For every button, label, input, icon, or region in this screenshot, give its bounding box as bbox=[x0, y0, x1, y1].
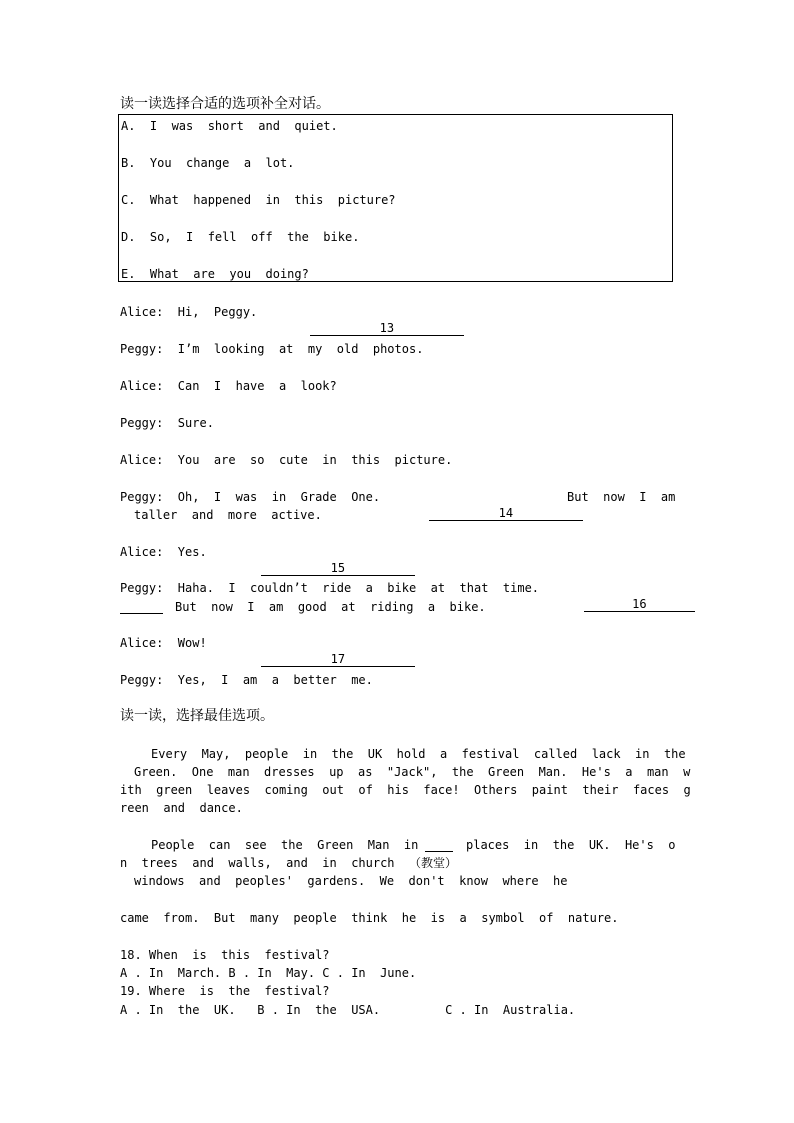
blank-16-continuation bbox=[120, 598, 163, 614]
question-18-options: A . In March. B . In May. C . In June. bbox=[120, 966, 417, 980]
passage-p1-line2: Green. One man dresses up as "Jack", the Green Man. He's a man w bbox=[134, 765, 691, 779]
passage-p2-line4: came from. But many people think he is a symbol of nature. bbox=[120, 911, 619, 925]
blank-16: 16 bbox=[584, 597, 695, 612]
blank-15: 15 bbox=[261, 561, 415, 576]
dialogue-line-3: Alice: Can I have a look? bbox=[120, 379, 337, 393]
option-e: E. What are you doing? bbox=[121, 267, 309, 281]
section1-instruction: 读一读选择合适的选项补全对话。 bbox=[120, 96, 330, 112]
passage-p1-line1: Every May, people in the UK hold a festival called lack in the bbox=[151, 747, 686, 761]
dialogue-line-1: Alice: Hi, Peggy. bbox=[120, 305, 258, 319]
blank-17: 17 bbox=[261, 652, 415, 667]
option-d: D. So, I fell off the bike. bbox=[121, 230, 360, 244]
dialogue-line-2: Peggy: I’m looking at my old photos. bbox=[120, 342, 424, 356]
question-19-options: A . In the UK. B . In the USA. C . In Australia. bbox=[120, 1003, 576, 1017]
passage-p2-line2: n trees and walls, and in church （教堂） bbox=[120, 856, 457, 870]
blank-13: 13 bbox=[310, 321, 464, 336]
passage-p2-line1a: People can see the Green Man in bbox=[151, 838, 419, 852]
blank-14: 14 bbox=[429, 506, 583, 521]
option-a: A. I was short and quiet. bbox=[121, 119, 338, 133]
dialogue-line-9: Alice: Wow! bbox=[120, 636, 207, 650]
option-b: B. You change a lot. bbox=[121, 156, 295, 170]
passage-blank bbox=[425, 837, 453, 852]
section2-instruction: 读一读，选择最佳选项。 bbox=[120, 708, 274, 724]
dialogue-line-6b: But now I am bbox=[567, 490, 676, 504]
dialogue-line-8b: But now I am good at riding a bike. bbox=[175, 600, 486, 614]
passage-p2-line3: windows and peoples' gardens. We don't know where he bbox=[134, 874, 568, 888]
passage-p1-line3: ith green leaves coming out of his face! Others paint their faces g bbox=[120, 783, 691, 797]
dialogue-line-10: Peggy: Yes, I am a better me. bbox=[120, 673, 373, 687]
question-18: 18. When is this festival? bbox=[120, 948, 330, 962]
dialogue-line-7: Alice: Yes. bbox=[120, 545, 207, 559]
dialogue-line-6a: Peggy: Oh, I was in Grade One. bbox=[120, 490, 381, 504]
dialogue-line-4: Peggy: Sure. bbox=[120, 416, 214, 430]
dialogue-line-5: Alice: You are so cute in this picture. bbox=[120, 453, 453, 467]
question-19: 19. Where is the festival? bbox=[120, 984, 330, 998]
passage-p2-line1b: places in the UK. He's o bbox=[466, 838, 676, 852]
option-c: C. What happened in this picture? bbox=[121, 193, 396, 207]
dialogue-line-8a: Peggy: Haha. I couldn’t ride a bike at that time. bbox=[120, 581, 540, 595]
passage-p1-line4: reen and dance. bbox=[120, 801, 243, 815]
dialogue-line-6c: taller and more active. bbox=[134, 508, 322, 522]
